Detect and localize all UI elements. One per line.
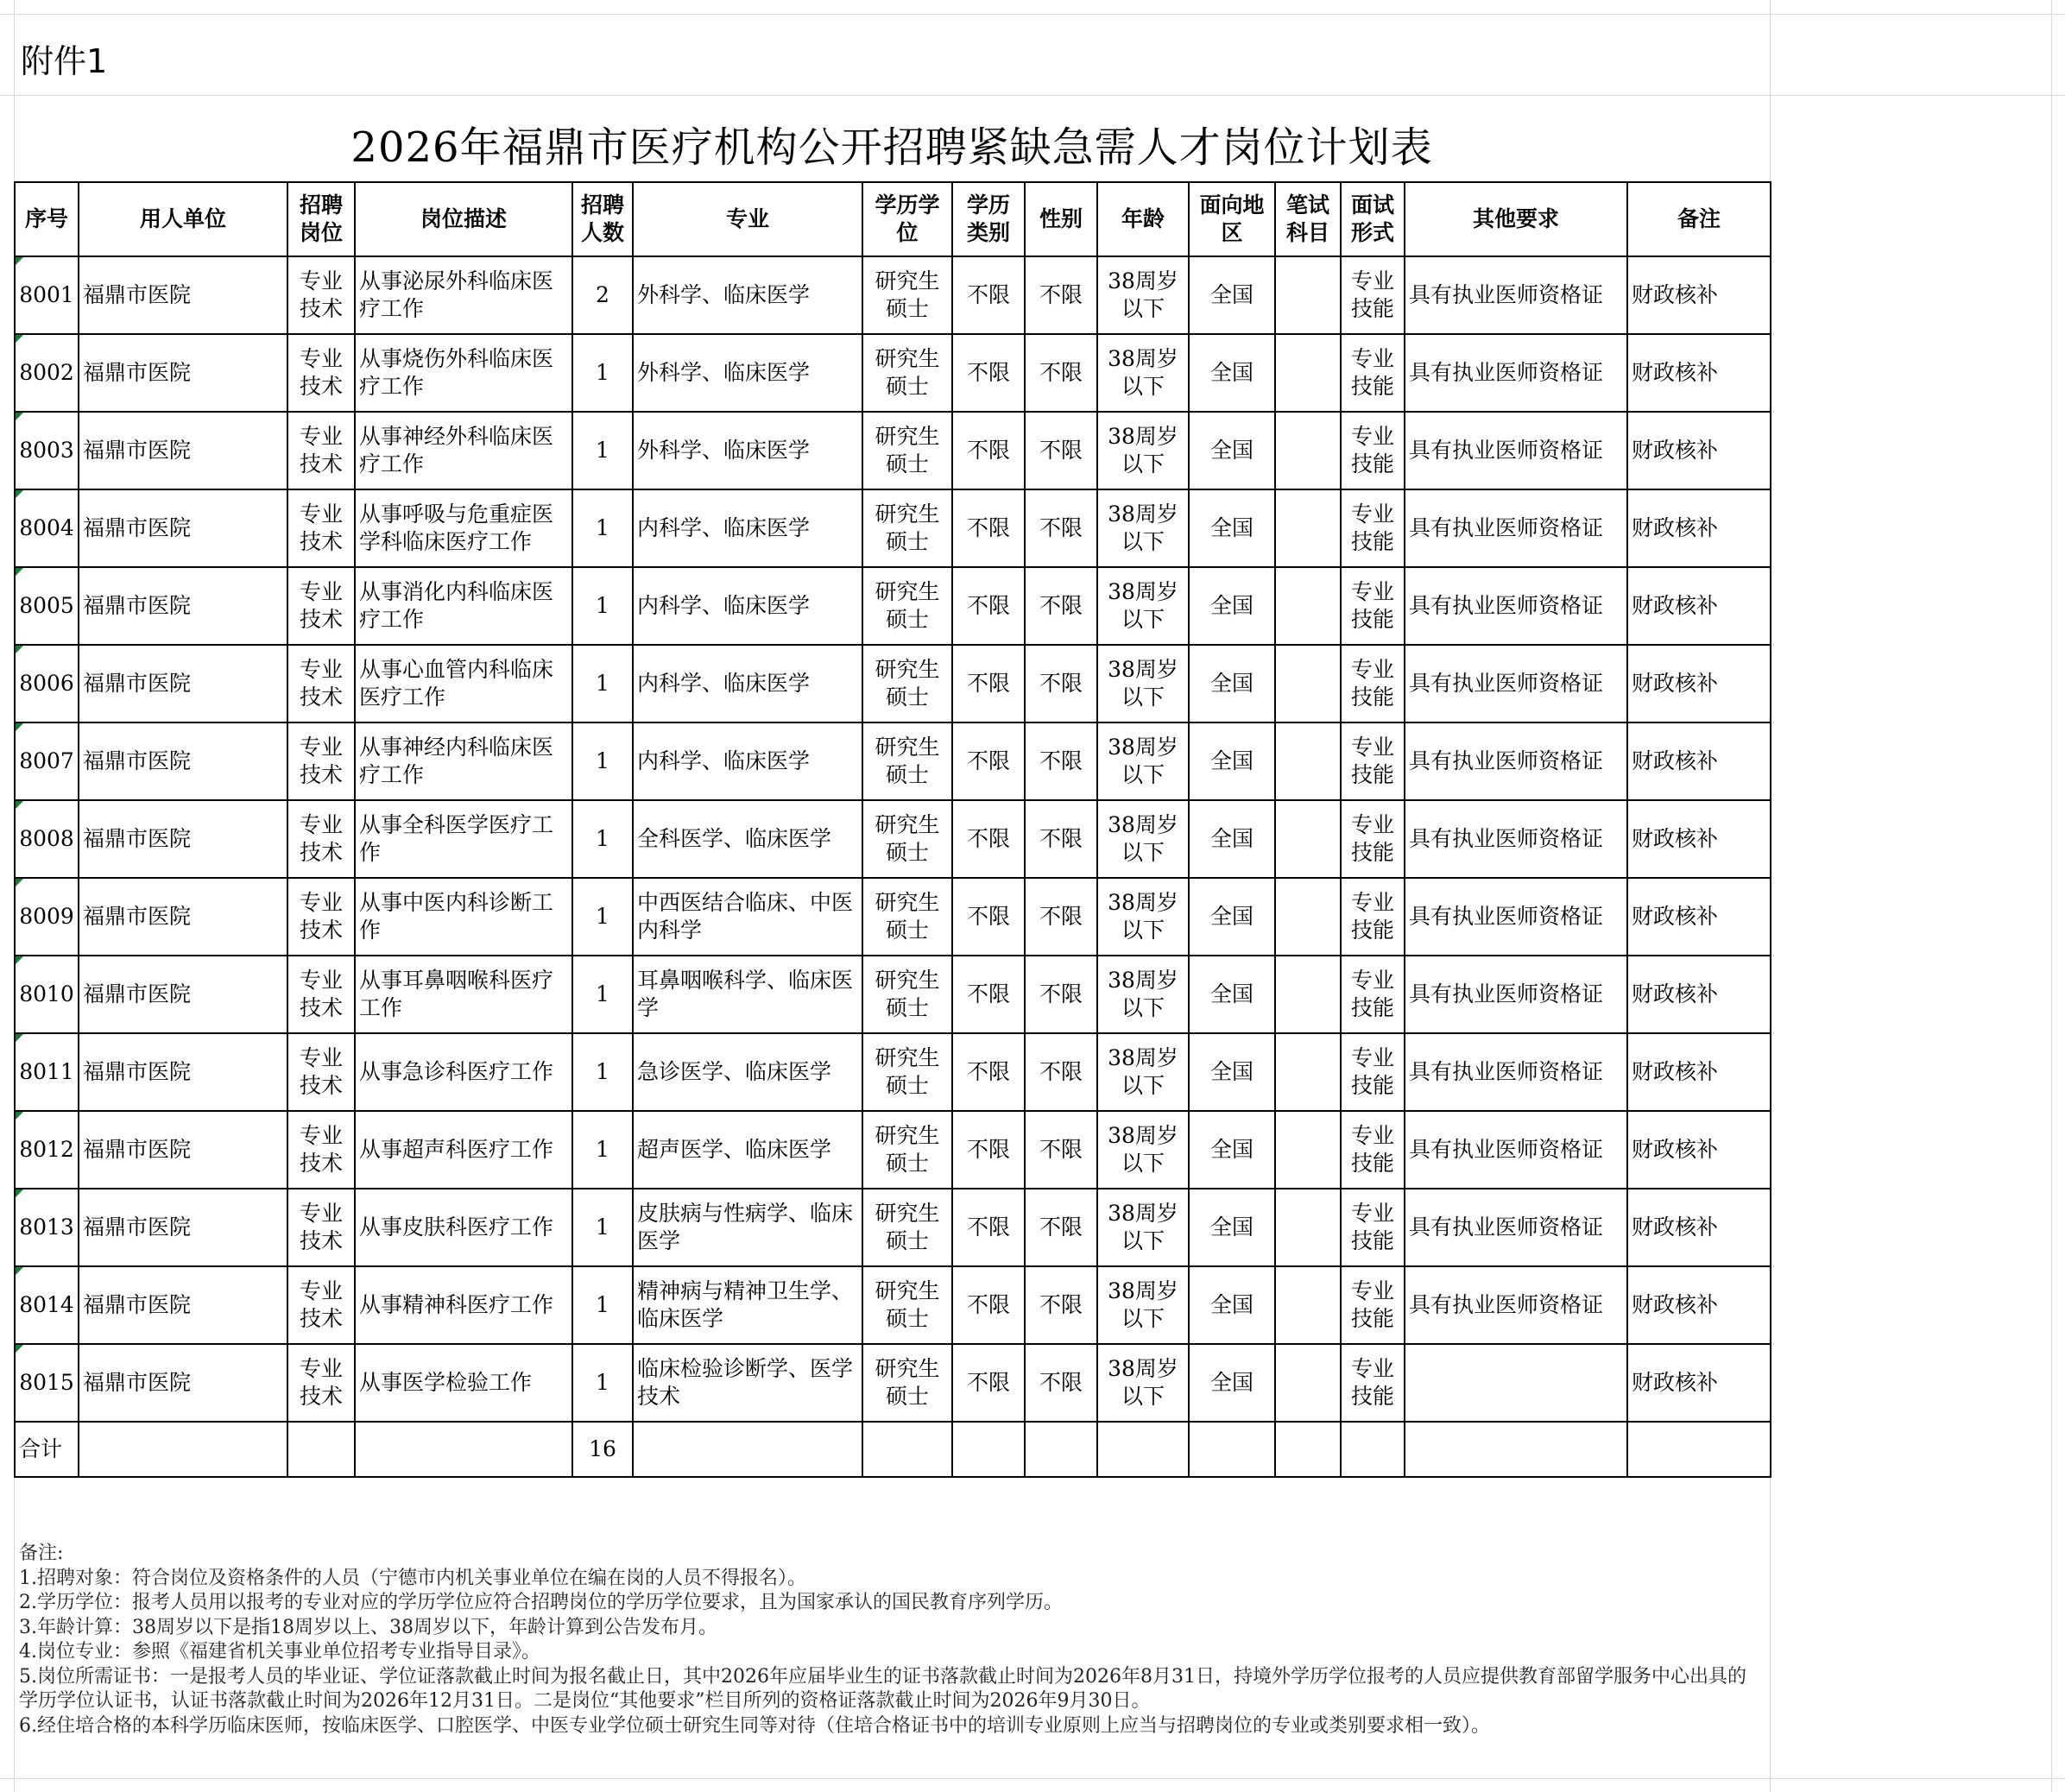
- note-item: 2.学历学位：报考人员用以报考的专业对应的学历学位应符合招聘岗位的学历学位要求，且为国家承认的国民教育序列学历。: [19, 1592, 1063, 1613]
- cell-edu-type: 不限: [952, 878, 1025, 956]
- cell-interview: 专业技能: [1341, 256, 1405, 334]
- cell-post: 专业技术: [287, 878, 355, 956]
- cell-degree: 研究生硕士: [862, 878, 952, 956]
- cell-desc: 从事中医内科诊断工作: [355, 878, 572, 956]
- cell-gender: 不限: [1025, 412, 1097, 489]
- cell-gender: 不限: [1025, 722, 1097, 800]
- total-empty: [355, 1422, 572, 1477]
- page-title: 2026年福鼎市医疗机构公开招聘紧缺急需人才岗位计划表: [350, 123, 1433, 172]
- cell-written-exam: [1275, 1344, 1341, 1422]
- cell-seq: 8008: [15, 800, 79, 878]
- table-row: [15, 1033, 1771, 1111]
- cell-edu-type: 不限: [952, 1111, 1025, 1189]
- cell-remark: 财政核补: [1627, 567, 1771, 645]
- cell-desc: 从事烧伤外科临床医疗工作: [355, 334, 572, 412]
- cell-written-exam: [1275, 722, 1341, 800]
- table-row: [15, 800, 1771, 878]
- cell-desc: 从事心血管内科临床医疗工作: [355, 645, 572, 722]
- total-empty: [952, 1422, 1025, 1477]
- col-other-req-header: 其他要求: [1405, 182, 1627, 256]
- cell-gender: 不限: [1025, 645, 1097, 722]
- cell-remark: 财政核补: [1627, 800, 1771, 878]
- cell-other-req: 具有执业医师资格证: [1405, 800, 1627, 878]
- cell-other-req: 具有执业医师资格证: [1405, 1266, 1627, 1344]
- cell-gender: 不限: [1025, 1189, 1097, 1266]
- cell-major: 精神病与精神卫生学、临床医学: [633, 1266, 862, 1344]
- cell-region: 全国: [1189, 489, 1275, 567]
- total-empty: [633, 1422, 862, 1477]
- cell-major: 全科医学、临床医学: [633, 800, 862, 878]
- col-unit-header: 用人单位: [79, 182, 287, 256]
- cell-seq: 8015: [15, 1344, 79, 1422]
- cell-desc: 从事急诊科医疗工作: [355, 1033, 572, 1111]
- note-item: 5.岗位所需证书：一是报考人员的毕业证、学位证落款截止时间为报名截止日，其中2026年应届毕业生的证书落款截止时间为2026年8月31日，持境外学历学位报考的人员应提供教育部留学服务中心出具的学历学位认证书，认证书落款截止时间为2026年12月31日。二是岗位“其他要求”栏目所列的资格证落款截止时间为2026年9月30日。: [19, 1665, 1746, 1712]
- cell-region: 全国: [1189, 722, 1275, 800]
- table-body: [15, 256, 1771, 1422]
- cell-degree: 研究生硕士: [862, 1033, 952, 1111]
- cell-count: 1: [572, 1266, 633, 1344]
- notes-heading: 备注:: [19, 1543, 64, 1564]
- cell-region: 全国: [1189, 956, 1275, 1033]
- cell-count: 1: [572, 956, 633, 1033]
- cell-age: 38周岁以下: [1097, 800, 1189, 878]
- cell-remark: 财政核补: [1627, 722, 1771, 800]
- table-row: [15, 645, 1771, 722]
- cell-seq: 8011: [15, 1033, 79, 1111]
- cell-remark: 财政核补: [1627, 1189, 1771, 1266]
- cell-interview: 专业技能: [1341, 1111, 1405, 1189]
- table-row: [15, 956, 1771, 1033]
- cell-written-exam: [1275, 800, 1341, 878]
- cell-degree: 研究生硕士: [862, 645, 952, 722]
- cell-major: 耳鼻咽喉科学、临床医学: [633, 956, 862, 1033]
- total-empty: [79, 1422, 287, 1477]
- cell-post: 专业技术: [287, 1033, 355, 1111]
- cell-age: 38周岁以下: [1097, 334, 1189, 412]
- cell-edu-type: 不限: [952, 1033, 1025, 1111]
- cell-other-req: 具有执业医师资格证: [1405, 645, 1627, 722]
- cell-other-req: 具有执业医师资格证: [1405, 1189, 1627, 1266]
- table-row: [15, 412, 1771, 489]
- total-row: [15, 1422, 1771, 1477]
- cell-region: 全国: [1189, 412, 1275, 489]
- cell-degree: 研究生硕士: [862, 256, 952, 334]
- cell-unit: 福鼎市医院: [79, 645, 287, 722]
- cell-degree: 研究生硕士: [862, 800, 952, 878]
- cell-desc: 从事医学检验工作: [355, 1344, 572, 1422]
- cell-count: 2: [572, 256, 633, 334]
- cell-region: 全国: [1189, 1033, 1275, 1111]
- table-row: [15, 489, 1771, 567]
- cell-age: 38周岁以下: [1097, 1344, 1189, 1422]
- cell-region: 全国: [1189, 256, 1275, 334]
- cell-edu-type: 不限: [952, 1189, 1025, 1266]
- cell-unit: 福鼎市医院: [79, 334, 287, 412]
- note-item: 4.岗位专业：参照《福建省机关事业单位招考专业指导目录》。: [19, 1641, 540, 1663]
- cell-degree: 研究生硕士: [862, 956, 952, 1033]
- cell-major: 超声医学、临床医学: [633, 1111, 862, 1189]
- total-empty: [862, 1422, 952, 1477]
- cell-unit: 福鼎市医院: [79, 722, 287, 800]
- cell-count: 1: [572, 1344, 633, 1422]
- cell-edu-type: 不限: [952, 256, 1025, 334]
- cell-unit: 福鼎市医院: [79, 956, 287, 1033]
- total-count: 16: [572, 1422, 633, 1477]
- cell-written-exam: [1275, 334, 1341, 412]
- cell-count: 1: [572, 1033, 633, 1111]
- cell-edu-type: 不限: [952, 1266, 1025, 1344]
- cell-written-exam: [1275, 567, 1341, 645]
- cell-remark: 财政核补: [1627, 1033, 1771, 1111]
- notes-section: [19, 1542, 1763, 1738]
- cell-interview: 专业技能: [1341, 567, 1405, 645]
- col-gender-header: 性别: [1025, 182, 1097, 256]
- cell-written-exam: [1275, 1033, 1341, 1111]
- cell-age: 38周岁以下: [1097, 256, 1189, 334]
- cell-age: 38周岁以下: [1097, 645, 1189, 722]
- total-empty: [287, 1422, 355, 1477]
- cell-major: 临床检验诊断学、医学技术: [633, 1344, 862, 1422]
- sheet-gridline: [0, 1778, 2065, 1779]
- cell-unit: 福鼎市医院: [79, 489, 287, 567]
- cell-major: 内科学、临床医学: [633, 722, 862, 800]
- cell-age: 38周岁以下: [1097, 1266, 1189, 1344]
- col-edu-type-header: 学历类别: [952, 182, 1025, 256]
- cell-post: 专业技术: [287, 412, 355, 489]
- note-item: 3.年龄计算：38周岁以下是指18周岁以上、38周岁以下，年龄计算到公告发布月。: [19, 1616, 717, 1638]
- cell-written-exam: [1275, 1266, 1341, 1344]
- cell-major: 内科学、临床医学: [633, 567, 862, 645]
- total-empty: [1025, 1422, 1097, 1477]
- cell-degree: 研究生硕士: [862, 489, 952, 567]
- cell-post: 专业技术: [287, 567, 355, 645]
- cell-count: 1: [572, 645, 633, 722]
- cell-post: 专业技术: [287, 489, 355, 567]
- cell-seq: 8013: [15, 1189, 79, 1266]
- cell-post: 专业技术: [287, 334, 355, 412]
- col-remark-header: 备注: [1627, 182, 1771, 256]
- cell-edu-type: 不限: [952, 489, 1025, 567]
- cell-edu-type: 不限: [952, 722, 1025, 800]
- cell-remark: 财政核补: [1627, 1344, 1771, 1422]
- cell-major: 中西医结合临床、中医内科学: [633, 878, 862, 956]
- total-empty: [1341, 1422, 1405, 1477]
- cell-interview: 专业技能: [1341, 1266, 1405, 1344]
- total-empty: [1627, 1422, 1771, 1477]
- cell-desc: 从事消化内科临床医疗工作: [355, 567, 572, 645]
- cell-unit: 福鼎市医院: [79, 1033, 287, 1111]
- cell-count: 1: [572, 878, 633, 956]
- cell-interview: 专业技能: [1341, 878, 1405, 956]
- col-age-header: 年龄: [1097, 182, 1189, 256]
- cell-edu-type: 不限: [952, 334, 1025, 412]
- cell-degree: 研究生硕士: [862, 1266, 952, 1344]
- cell-other-req: 具有执业医师资格证: [1405, 256, 1627, 334]
- cell-degree: 研究生硕士: [862, 1189, 952, 1266]
- cell-gender: 不限: [1025, 1344, 1097, 1422]
- col-major-header: 专业: [633, 182, 862, 256]
- cell-remark: 财政核补: [1627, 489, 1771, 567]
- cell-edu-type: 不限: [952, 567, 1025, 645]
- cell-desc: 从事皮肤科医疗工作: [355, 1189, 572, 1266]
- cell-interview: 专业技能: [1341, 1344, 1405, 1422]
- cell-gender: 不限: [1025, 1266, 1097, 1344]
- col-post-header: 招聘岗位: [287, 182, 355, 256]
- cell-region: 全国: [1189, 1111, 1275, 1189]
- note-item: 6.经住培合格的本科学历临床医师，按临床医学、口腔医学、中医专业学位硕士研究生同等对待（住培合格证书中的培训专业原则上应当与招聘岗位的专业或类别要求相一致）。: [19, 1714, 1490, 1737]
- cell-age: 38周岁以下: [1097, 1111, 1189, 1189]
- cell-age: 38周岁以下: [1097, 722, 1189, 800]
- cell-interview: 专业技能: [1341, 412, 1405, 489]
- table-row: [15, 1189, 1771, 1266]
- cell-written-exam: [1275, 1111, 1341, 1189]
- cell-post: 专业技术: [287, 256, 355, 334]
- col-written-exam-header: 笔试科目: [1275, 182, 1341, 256]
- cell-written-exam: [1275, 412, 1341, 489]
- cell-gender: 不限: [1025, 489, 1097, 567]
- cell-desc: 从事神经外科临床医疗工作: [355, 412, 572, 489]
- cell-count: 1: [572, 722, 633, 800]
- cell-region: 全国: [1189, 1266, 1275, 1344]
- cell-edu-type: 不限: [952, 1344, 1025, 1422]
- cell-count: 1: [572, 334, 633, 412]
- cell-gender: 不限: [1025, 1033, 1097, 1111]
- table-header: [15, 182, 1771, 256]
- cell-remark: 财政核补: [1627, 878, 1771, 956]
- col-interview-header: 面试形式: [1341, 182, 1405, 256]
- cell-other-req: 具有执业医师资格证: [1405, 567, 1627, 645]
- cell-written-exam: [1275, 1189, 1341, 1266]
- cell-gender: 不限: [1025, 567, 1097, 645]
- cell-unit: 福鼎市医院: [79, 567, 287, 645]
- col-region-header: 面向地区: [1189, 182, 1275, 256]
- cell-major: 内科学、临床医学: [633, 489, 862, 567]
- cell-count: 1: [572, 489, 633, 567]
- cell-degree: 研究生硕士: [862, 567, 952, 645]
- cell-gender: 不限: [1025, 256, 1097, 334]
- cell-seq: 8012: [15, 1111, 79, 1189]
- cell-written-exam: [1275, 256, 1341, 334]
- cell-seq: 8009: [15, 878, 79, 956]
- cell-degree: 研究生硕士: [862, 1344, 952, 1422]
- cell-written-exam: [1275, 489, 1341, 567]
- cell-desc: 从事全科医学医疗工作: [355, 800, 572, 878]
- cell-interview: 专业技能: [1341, 722, 1405, 800]
- note-item: 1.招聘对象：符合岗位及资格条件的人员（宁德市内机关事业单位在编在岗的人员不得报名）。: [19, 1567, 806, 1589]
- cell-age: 38周岁以下: [1097, 1189, 1189, 1266]
- cell-desc: 从事精神科医疗工作: [355, 1266, 572, 1344]
- cell-region: 全国: [1189, 1344, 1275, 1422]
- cell-desc: 从事超声科医疗工作: [355, 1111, 572, 1189]
- cell-unit: 福鼎市医院: [79, 878, 287, 956]
- cell-other-req: 具有执业医师资格证: [1405, 489, 1627, 567]
- cell-remark: 财政核补: [1627, 956, 1771, 1033]
- cell-gender: 不限: [1025, 800, 1097, 878]
- cell-post: 专业技术: [287, 1266, 355, 1344]
- cell-edu-type: 不限: [952, 956, 1025, 1033]
- cell-other-req: 具有执业医师资格证: [1405, 1111, 1627, 1189]
- cell-unit: 福鼎市医院: [79, 1189, 287, 1266]
- cell-age: 38周岁以下: [1097, 956, 1189, 1033]
- cell-other-req: 具有执业医师资格证: [1405, 412, 1627, 489]
- table-row: [15, 334, 1771, 412]
- table-row: [15, 1111, 1771, 1189]
- cell-post: 专业技术: [287, 1344, 355, 1422]
- cell-post: 专业技术: [287, 956, 355, 1033]
- table-row: [15, 1344, 1771, 1422]
- cell-seq: 8007: [15, 722, 79, 800]
- cell-unit: 福鼎市医院: [79, 256, 287, 334]
- cell-desc: 从事呼吸与危重症医学科临床医疗工作: [355, 489, 572, 567]
- cell-remark: 财政核补: [1627, 256, 1771, 334]
- cell-desc: 从事泌尿外科临床医疗工作: [355, 256, 572, 334]
- cell-edu-type: 不限: [952, 800, 1025, 878]
- sheet-gridline: [0, 95, 2065, 96]
- cell-unit: 福鼎市医院: [79, 800, 287, 878]
- cell-other-req: 具有执业医师资格证: [1405, 956, 1627, 1033]
- cell-age: 38周岁以下: [1097, 412, 1189, 489]
- col-count-header: 招聘人数: [572, 182, 633, 256]
- cell-seq: 8002: [15, 334, 79, 412]
- cell-count: 1: [572, 1189, 633, 1266]
- cell-post: 专业技术: [287, 800, 355, 878]
- cell-major: 外科学、临床医学: [633, 334, 862, 412]
- cell-written-exam: [1275, 956, 1341, 1033]
- cell-region: 全国: [1189, 1189, 1275, 1266]
- cell-seq: 8004: [15, 489, 79, 567]
- col-desc-header: 岗位描述: [355, 182, 572, 256]
- cell-post: 专业技术: [287, 1189, 355, 1266]
- cell-seq: 8003: [15, 412, 79, 489]
- cell-other-req: 具有执业医师资格证: [1405, 1033, 1627, 1111]
- table-row: [15, 256, 1771, 334]
- cell-region: 全国: [1189, 800, 1275, 878]
- cell-unit: 福鼎市医院: [79, 1111, 287, 1189]
- cell-seq: 8010: [15, 956, 79, 1033]
- cell-count: 1: [572, 800, 633, 878]
- cell-major: 外科学、临床医学: [633, 256, 862, 334]
- cell-major: 内科学、临床医学: [633, 645, 862, 722]
- cell-other-req: 具有执业医师资格证: [1405, 878, 1627, 956]
- cell-count: 1: [572, 412, 633, 489]
- cell-gender: 不限: [1025, 334, 1097, 412]
- cell-age: 38周岁以下: [1097, 1033, 1189, 1111]
- cell-desc: 从事耳鼻咽喉科医疗工作: [355, 956, 572, 1033]
- cell-degree: 研究生硕士: [862, 334, 952, 412]
- cell-seq: 8006: [15, 645, 79, 722]
- cell-region: 全国: [1189, 878, 1275, 956]
- cell-age: 38周岁以下: [1097, 489, 1189, 567]
- cell-seq: 8014: [15, 1266, 79, 1344]
- cell-written-exam: [1275, 645, 1341, 722]
- cell-seq: 8005: [15, 567, 79, 645]
- cell-remark: 财政核补: [1627, 1111, 1771, 1189]
- cell-remark: 财政核补: [1627, 412, 1771, 489]
- cell-desc: 从事神经内科临床医疗工作: [355, 722, 572, 800]
- cell-post: 专业技术: [287, 645, 355, 722]
- total-label: 合计: [15, 1422, 79, 1477]
- cell-post: 专业技术: [287, 1111, 355, 1189]
- cell-interview: 专业技能: [1341, 645, 1405, 722]
- table-row: [15, 1266, 1771, 1344]
- sheet-gridline: [2051, 0, 2052, 1792]
- cell-post: 专业技术: [287, 722, 355, 800]
- cell-unit: 福鼎市医院: [79, 1266, 287, 1344]
- cell-remark: 财政核补: [1627, 1266, 1771, 1344]
- cell-region: 全国: [1189, 334, 1275, 412]
- cell-major: 外科学、临床医学: [633, 412, 862, 489]
- cell-other-req: [1405, 1344, 1627, 1422]
- cell-count: 1: [572, 1111, 633, 1189]
- cell-other-req: 具有执业医师资格证: [1405, 722, 1627, 800]
- cell-seq: 8001: [15, 256, 79, 334]
- cell-region: 全国: [1189, 567, 1275, 645]
- cell-remark: 财政核补: [1627, 645, 1771, 722]
- cell-unit: 福鼎市医院: [79, 412, 287, 489]
- table-row: [15, 567, 1771, 645]
- cell-other-req: 具有执业医师资格证: [1405, 334, 1627, 412]
- sheet-gridline: [0, 14, 2065, 15]
- cell-interview: 专业技能: [1341, 1189, 1405, 1266]
- total-empty: [1189, 1422, 1275, 1477]
- total-empty: [1097, 1422, 1189, 1477]
- cell-interview: 专业技能: [1341, 489, 1405, 567]
- cell-count: 1: [572, 567, 633, 645]
- recruitment-plan-table: [14, 181, 1771, 1478]
- cell-age: 38周岁以下: [1097, 567, 1189, 645]
- col-seq-header: 序号: [15, 182, 79, 256]
- cell-degree: 研究生硕士: [862, 1111, 952, 1189]
- cell-interview: 专业技能: [1341, 956, 1405, 1033]
- cell-gender: 不限: [1025, 956, 1097, 1033]
- cell-unit: 福鼎市医院: [79, 1344, 287, 1422]
- total-empty: [1405, 1422, 1627, 1477]
- cell-major: 皮肤病与性病学、临床医学: [633, 1189, 862, 1266]
- table-row: [15, 878, 1771, 956]
- header-row: [15, 182, 1771, 256]
- cell-edu-type: 不限: [952, 412, 1025, 489]
- cell-degree: 研究生硕士: [862, 722, 952, 800]
- table-row: [15, 722, 1771, 800]
- cell-age: 38周岁以下: [1097, 878, 1189, 956]
- cell-major: 急诊医学、临床医学: [633, 1033, 862, 1111]
- cell-interview: 专业技能: [1341, 1033, 1405, 1111]
- cell-written-exam: [1275, 878, 1341, 956]
- attachment-label: 附件1: [21, 42, 108, 80]
- cell-degree: 研究生硕士: [862, 412, 952, 489]
- cell-gender: 不限: [1025, 878, 1097, 956]
- cell-edu-type: 不限: [952, 645, 1025, 722]
- cell-interview: 专业技能: [1341, 334, 1405, 412]
- col-degree-header: 学历学位: [862, 182, 952, 256]
- cell-remark: 财政核补: [1627, 334, 1771, 412]
- cell-region: 全国: [1189, 645, 1275, 722]
- cell-interview: 专业技能: [1341, 800, 1405, 878]
- cell-gender: 不限: [1025, 1111, 1097, 1189]
- total-empty: [1275, 1422, 1341, 1477]
